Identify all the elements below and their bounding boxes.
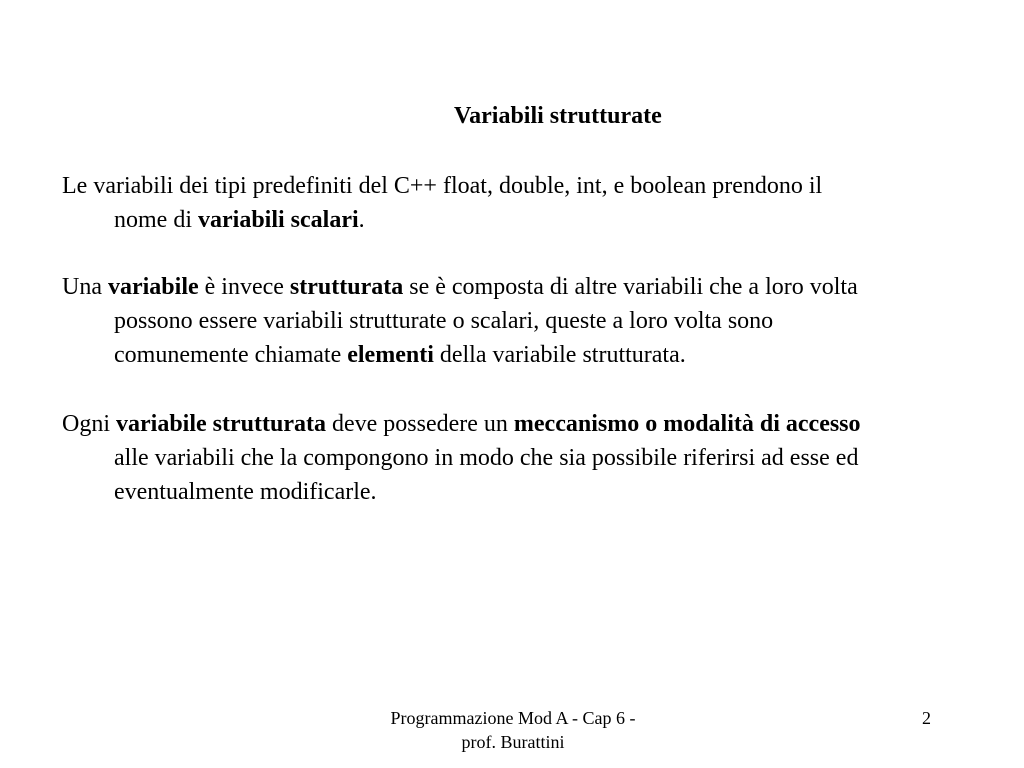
- text-run: Ogni: [62, 411, 116, 437]
- bold-term: variabile: [107, 274, 199, 300]
- bold-term: variabili scalari: [198, 207, 359, 233]
- text-run: Una: [62, 274, 108, 300]
- paragraph-scalar-variables: [62, 169, 1022, 237]
- bold-term: meccanismo o modalità di accesso: [513, 411, 861, 437]
- paragraph-line: [62, 203, 1022, 237]
- slide-title: Variabili strutturate: [454, 103, 662, 129]
- text-run: è invece: [198, 274, 290, 300]
- paragraph-structured-variable: [62, 270, 1022, 372]
- bold-term: strutturata: [289, 274, 404, 300]
- footer-line-1: Programmazione Mod A - Cap 6 -: [390, 708, 636, 728]
- slide-number: 2: [922, 708, 931, 728]
- paragraph-access-mechanism: [62, 407, 1022, 509]
- text-run: .: [358, 207, 365, 233]
- paragraph-line: [62, 441, 1022, 475]
- paragraph-line: [62, 475, 1022, 509]
- text-run: se è composta di altre variabili che a loro volta: [403, 274, 858, 300]
- text-run: deve possedere un: [325, 411, 514, 437]
- text-run: nome di: [114, 207, 198, 233]
- footer-line-2: prof. Burattini: [461, 732, 565, 752]
- text-run: eventualmente modificarle.: [114, 479, 377, 505]
- text-run: della variabile strutturata.: [433, 342, 686, 368]
- bold-term: variabile strutturata: [116, 411, 326, 437]
- footer: [360, 706, 666, 754]
- paragraph-line: [62, 169, 1022, 203]
- text-run: alle variabili che la compongono in modo che sia possibile riferirsi ad esse ed: [114, 445, 859, 471]
- bold-term: elementi: [347, 342, 434, 368]
- paragraph-line: [62, 304, 1022, 338]
- text-run: Le variabili dei tipi predefiniti del C++ float, double, int, e boolean prendono il: [62, 173, 823, 199]
- paragraph-line: [62, 338, 1022, 372]
- text-run: comunemente chiamate: [114, 342, 348, 368]
- paragraph-line: [62, 407, 1022, 441]
- paragraph-line: [62, 270, 1022, 304]
- text-run: possono essere variabili strutturate o scalari, queste a loro volta sono: [114, 308, 774, 334]
